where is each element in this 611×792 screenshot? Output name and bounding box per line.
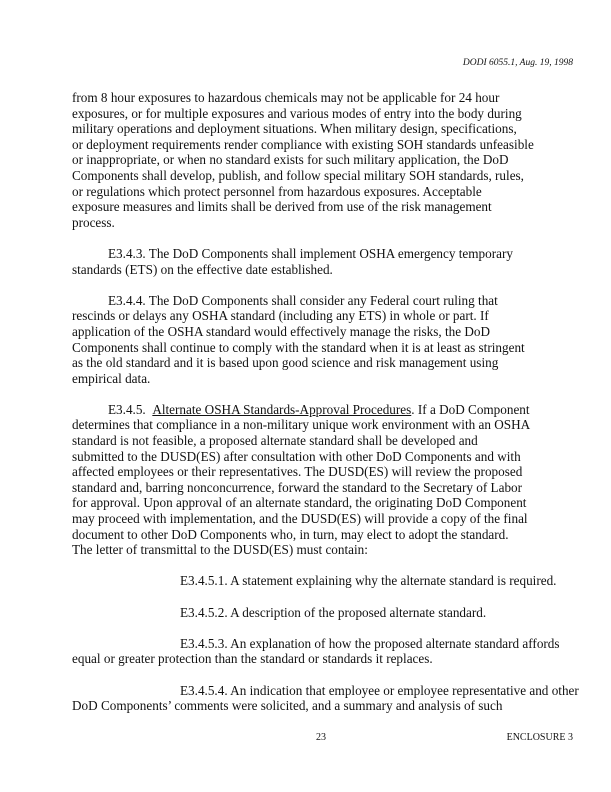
text-line: E3.4.5.4. An indication that employee or employee representative and other — [180, 682, 579, 698]
text-line: exposures, or for multiple exposures and various modes of entry into the body during — [72, 105, 522, 121]
text-line: submitted to the DUSD(ES) after consultation with other DoD Components and with — [72, 448, 521, 464]
enclosure-label: ENCLOSURE 3 — [506, 732, 573, 743]
text-line: application of the OSHA standard would effectively manage the risks, the DoD — [72, 323, 490, 339]
section-title: Alternate OSHA Standards-Approval Procedures — [152, 401, 412, 417]
text-line: DoD Components’ comments were solicited, and a summary and analysis of such — [72, 698, 503, 714]
paragraph-e3-4-5-1 — [72, 573, 557, 589]
section-number: E3.4.5. — [108, 401, 146, 417]
text-line: rescinds or delays any OSHA standard (including any ETS) in whole or part. If — [72, 308, 489, 324]
text-line: process. — [72, 214, 115, 230]
text-line: standard is not feasible, a proposed alternate standard shall be developed and — [72, 433, 478, 449]
text-line: E3.4.5.2. A description of the proposed alternate standard. — [180, 604, 487, 620]
text-line: may proceed with implementation, and the DUSD(ES) will provide a copy of the final — [72, 511, 528, 527]
paragraph-e3-4-5-2 — [72, 605, 548, 621]
text-line: from 8 hour exposures to hazardous chemicals may not be applicable for 24 hour — [72, 90, 500, 105]
text-line: E3.4.4. The DoD Components shall consider any Federal court ruling that — [108, 292, 498, 308]
text-line: or regulations which protect personnel from hazardous exposures. Acceptable — [72, 183, 482, 199]
paragraph-e3-4-4 — [72, 293, 548, 387]
paragraph-e3-4-5-3 — [72, 635, 560, 667]
text-line: exposure measures and limits shall be derived from use of the risk management — [72, 199, 492, 215]
text-line: E3.4.3. The DoD Components shall implement OSHA emergency temporary — [108, 245, 513, 261]
text-line: equal or greater protection than the standard or standards it replaces. — [72, 651, 433, 667]
text-line: affected employees or their representatives. The DUSD(ES) will review the proposed — [72, 464, 523, 480]
paragraph-e3-4-3 — [72, 246, 548, 277]
text-line: military operations and deployment situations. When military design, specifications, — [72, 121, 517, 137]
paragraph-continuation — [72, 90, 548, 230]
text-line: document to other DoD Components who, in turn, may elect to adopt the standard. — [72, 526, 509, 542]
paragraph-e3-4-5 — [72, 402, 548, 558]
page-number: 23 — [316, 732, 326, 743]
text-line: standard and, barring nonconcurrence, forward the standard to the Secretary of Labor — [72, 479, 523, 495]
text-line: or deployment requirements render compliance with existing SOH standards unfeasible — [72, 136, 534, 152]
text-line: E3.4.5.3. An explanation of how the proposed alternate standard affords — [180, 635, 560, 651]
text-line: determines that compliance in a non-military unique work environment with an OSHA — [72, 417, 531, 433]
text-line: E3.4.5.1. A statement explaining why the alternate standard is required. — [180, 573, 557, 589]
paragraph-e3-4-5-4 — [72, 682, 579, 714]
text-line — [72, 402, 548, 418]
text-line: The letter of transmittal to the DUSD(ES) must contain: — [72, 542, 368, 558]
text-line: for approval. Upon approval of an alternate standard, the originating DoD Component — [72, 495, 527, 511]
text-line: Components shall continue to comply with the standard when it is at least as stringent — [72, 339, 525, 355]
text-line: as the old standard and it is based upon good science and risk management using — [72, 355, 499, 371]
text-fragment: . If a DoD Component — [411, 401, 530, 417]
text-line: Components shall develop, publish, and follow special military SOH standards, rules, — [72, 167, 524, 183]
text-line: empirical data. — [72, 370, 151, 386]
document-header: DODI 6055.1, Aug. 19, 1998 — [462, 58, 573, 68]
text-line: or inappropriate, or when no standard exists for such military application, the DoD — [72, 152, 509, 168]
document-body — [72, 90, 579, 729]
text-line: standards (ETS) on the effective date established. — [72, 261, 333, 277]
